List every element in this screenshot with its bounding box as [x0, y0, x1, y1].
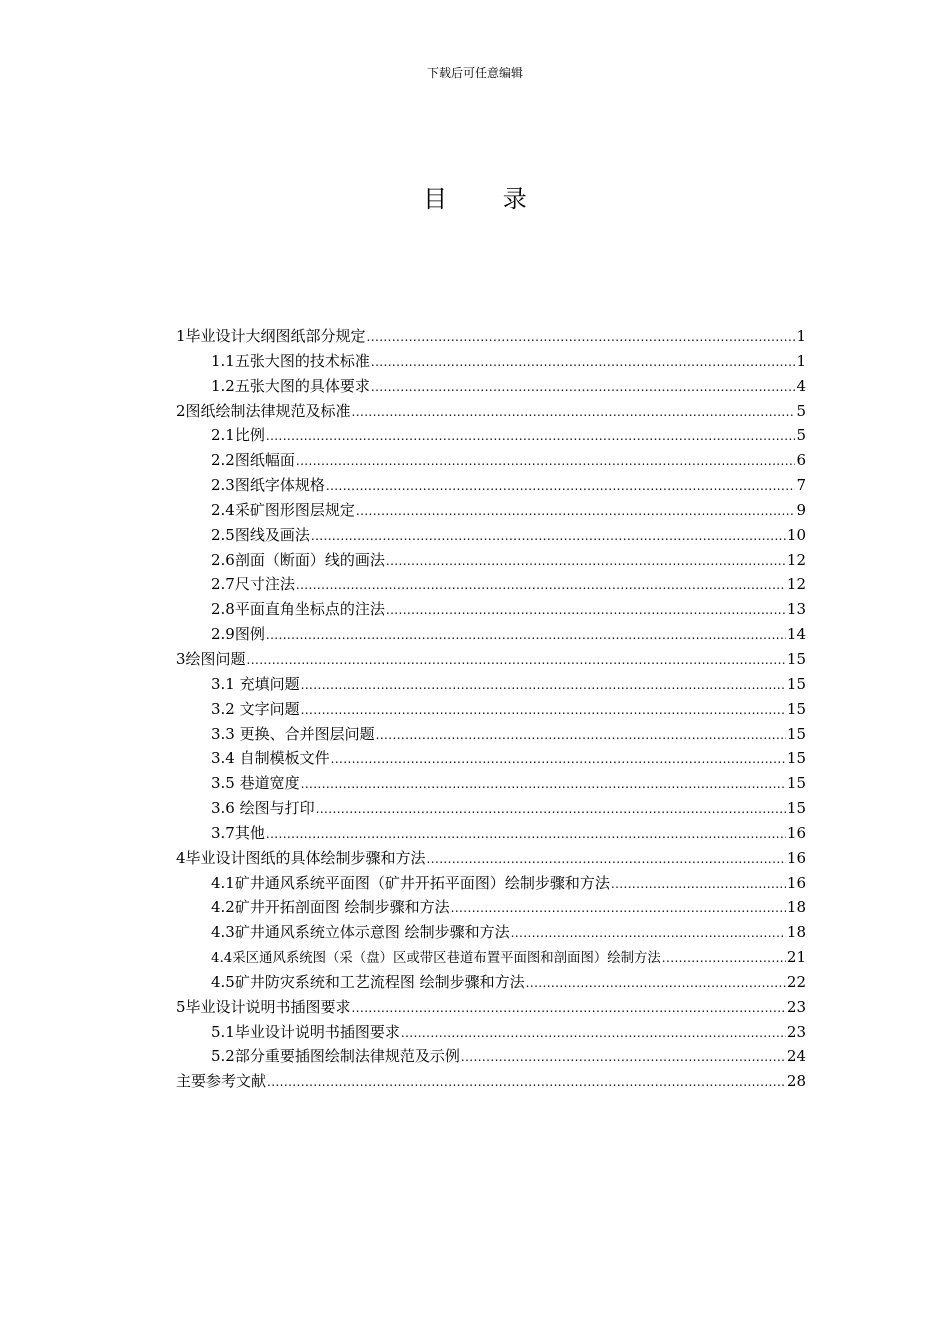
toc-entry-page-number: 10 — [786, 525, 806, 544]
toc-entry-page-number: 28 — [786, 1072, 806, 1091]
toc-entry-page-number: 23 — [786, 997, 806, 1016]
toc-entry-title: 2.6剖面（断面）线的画法 — [211, 550, 385, 569]
toc-entry[interactable] — [176, 374, 806, 399]
toc-entry-page-number: 18 — [786, 898, 806, 917]
toc-entry-page-number: 16 — [786, 848, 806, 867]
toc-entry-page-number: 24 — [786, 1047, 806, 1066]
toc-dot-leader — [386, 549, 786, 574]
toc-entry[interactable] — [176, 349, 806, 374]
toc-entry-page-number: 12 — [786, 550, 806, 569]
toc-entry-title: 3.4 自制模板文件 — [211, 749, 330, 768]
toc-entry[interactable] — [176, 324, 806, 349]
toc-entry-page-number: 15 — [786, 799, 806, 818]
toc-entry[interactable] — [176, 746, 806, 771]
toc-entry[interactable] — [176, 871, 806, 896]
toc-dot-leader — [352, 996, 786, 1021]
toc-entry-title: 1毕业设计大纲图纸部分规定 — [176, 327, 366, 345]
table-of-contents — [176, 324, 806, 1094]
toc-dot-leader — [386, 598, 786, 623]
toc-dot-leader — [296, 573, 786, 598]
toc-entry-page-number: 5 — [796, 426, 806, 445]
toc-entry[interactable] — [176, 895, 806, 920]
toc-entry[interactable] — [176, 622, 806, 647]
toc-entry[interactable] — [176, 448, 806, 473]
toc-entry-title: 2.2图纸幅面 — [211, 451, 295, 470]
toc-entry[interactable] — [176, 771, 806, 796]
toc-entry[interactable] — [176, 970, 806, 995]
toc-entry-page-number: 15 — [786, 749, 806, 768]
toc-entry-title: 4.3矿井通风系统立体示意图 绘制步骤和方法 — [211, 923, 510, 942]
toc-dot-leader — [662, 946, 786, 971]
toc-entry-title: 1.1五张大图的技术标准 — [211, 351, 370, 370]
toc-entry-title: 2.5图线及画法 — [211, 525, 310, 544]
toc-entry-title: 3.5 巷道宽度 — [211, 774, 300, 793]
toc-entry[interactable] — [176, 572, 806, 597]
toc-entry-page-number: 22 — [786, 972, 806, 991]
toc-entry[interactable] — [176, 945, 806, 970]
toc-entry-title: 2图纸绘制法律规范及标准 — [176, 401, 351, 420]
toc-entry[interactable] — [176, 796, 806, 821]
toc-dot-leader — [331, 747, 786, 772]
toc-entry-page-number: 18 — [786, 923, 806, 942]
toc-dot-leader — [266, 822, 786, 847]
toc-entry[interactable] — [176, 697, 806, 722]
toc-entry[interactable] — [176, 995, 806, 1020]
toc-dot-leader — [247, 648, 786, 673]
toc-dot-leader — [427, 847, 786, 872]
toc-dot-leader — [526, 971, 786, 996]
toc-entry-title: 5毕业设计说明书插图要求 — [176, 997, 351, 1016]
toc-entry[interactable] — [176, 821, 806, 846]
toc-dot-leader — [326, 474, 796, 499]
toc-entry-page-number: 9 — [796, 500, 806, 519]
toc-entry[interactable] — [176, 920, 806, 945]
toc-dot-leader — [267, 1070, 786, 1095]
toc-dot-leader — [371, 375, 796, 400]
toc-entry-title: 5.1毕业设计说明书插图要求 — [211, 1022, 400, 1041]
toc-entry-page-number: 13 — [786, 600, 806, 619]
toc-entry-title: 2.4采矿图形图层规定 — [211, 500, 355, 519]
toc-entry-page-number: 16 — [786, 873, 806, 892]
toc-entry-page-number: 14 — [786, 625, 806, 644]
toc-dot-leader — [376, 723, 786, 748]
toc-entry-title: 3.2 文字问题 — [211, 699, 300, 718]
toc-entry-page-number: 15 — [786, 674, 806, 693]
toc-dot-leader — [611, 872, 786, 897]
toc-entry[interactable] — [176, 1020, 806, 1045]
toc-entry[interactable] — [176, 498, 806, 523]
toc-entry-title: 2.8平面直角坐标点的注法 — [211, 600, 385, 619]
toc-entry-page-number: 15 — [786, 724, 806, 743]
toc-entry-page-number: 5 — [796, 401, 806, 420]
toc-dot-leader — [356, 499, 796, 524]
toc-entry-page-number: 21 — [786, 948, 806, 967]
toc-entry-title: 4.4采区通风系统图（采（盘）区或带区巷道布置平面图和剖面图）绘制方法 — [211, 951, 661, 967]
toc-entry[interactable] — [176, 672, 806, 697]
toc-dot-leader — [316, 797, 786, 822]
toc-entry[interactable] — [176, 1069, 806, 1094]
toc-entry-page-number: 15 — [786, 774, 806, 793]
toc-entry-title: 4.5矿井防灾系统和工艺流程图 绘制步骤和方法 — [211, 972, 525, 991]
toc-entry-page-number: 1 — [796, 351, 806, 370]
toc-entry-title: 3.1 充填问题 — [211, 674, 300, 693]
toc-entry-page-number: 15 — [786, 699, 806, 718]
toc-entry-title: 4.2矿井开拓剖面图 绘制步骤和方法 — [211, 898, 450, 917]
toc-entry[interactable] — [176, 523, 806, 548]
toc-entry-title: 1.2五张大图的具体要求 — [211, 376, 370, 395]
toc-entry[interactable] — [176, 473, 806, 498]
toc-entry[interactable] — [176, 597, 806, 622]
toc-dot-leader — [301, 673, 786, 698]
toc-entry-title: 2.1比例 — [211, 426, 265, 445]
toc-entry-title: 4.1矿井通风系统平面图（矿井开拓平面图）绘制步骤和方法 — [211, 873, 610, 892]
page-title: 目 录 — [423, 185, 551, 213]
toc-entry[interactable] — [176, 722, 806, 747]
toc-entry-page-number: 4 — [796, 376, 806, 395]
toc-dot-leader — [301, 698, 786, 723]
toc-entry[interactable] — [176, 548, 806, 573]
toc-entry-title: 5.2部分重要插图绘制法律规范及示例 — [211, 1047, 460, 1066]
toc-dot-leader — [266, 623, 786, 648]
toc-dot-leader — [401, 1021, 786, 1046]
toc-entry-title: 3.7其他 — [211, 823, 265, 842]
toc-dot-leader — [367, 325, 796, 350]
toc-entry-title: 2.3图纸字体规格 — [211, 476, 325, 495]
toc-entry[interactable] — [176, 423, 806, 448]
toc-entry-title: 3.3 更换、合并图层问题 — [211, 724, 375, 743]
toc-entry-page-number: 12 — [786, 575, 806, 594]
toc-dot-leader — [461, 1045, 786, 1070]
toc-entry-page-number: 7 — [796, 476, 806, 495]
toc-entry-title: 3绘图问题 — [176, 649, 246, 668]
toc-dot-leader — [371, 350, 796, 375]
toc-entry[interactable] — [176, 1044, 806, 1069]
toc-entry-title: 2.9图例 — [211, 625, 265, 644]
toc-entry-page-number: 6 — [796, 451, 806, 470]
toc-entry[interactable] — [176, 846, 806, 871]
toc-entry-page-number: 1 — [796, 327, 806, 345]
toc-entry-page-number: 15 — [786, 649, 806, 668]
toc-entry-title: 主要参考文献 — [176, 1072, 267, 1091]
toc-entry-title: 2.7尺寸注法 — [211, 575, 295, 594]
toc-dot-leader — [301, 772, 786, 797]
toc-dot-leader — [451, 896, 786, 921]
toc-dot-leader — [311, 524, 786, 549]
toc-dot-leader — [352, 400, 796, 425]
toc-entry[interactable] — [176, 399, 806, 424]
toc-dot-leader — [266, 424, 796, 449]
toc-dot-leader — [511, 921, 786, 946]
toc-entry-title: 3.6 绘图与打印 — [211, 799, 315, 818]
toc-entry-page-number: 16 — [786, 823, 806, 842]
toc-entry[interactable] — [176, 647, 806, 672]
page-header-note: 下载后可任意编辑 — [426, 66, 523, 80]
toc-entry-page-number: 23 — [786, 1022, 806, 1041]
toc-dot-leader — [296, 449, 796, 474]
toc-entry-title: 4毕业设计图纸的具体绘制步骤和方法 — [176, 848, 426, 867]
